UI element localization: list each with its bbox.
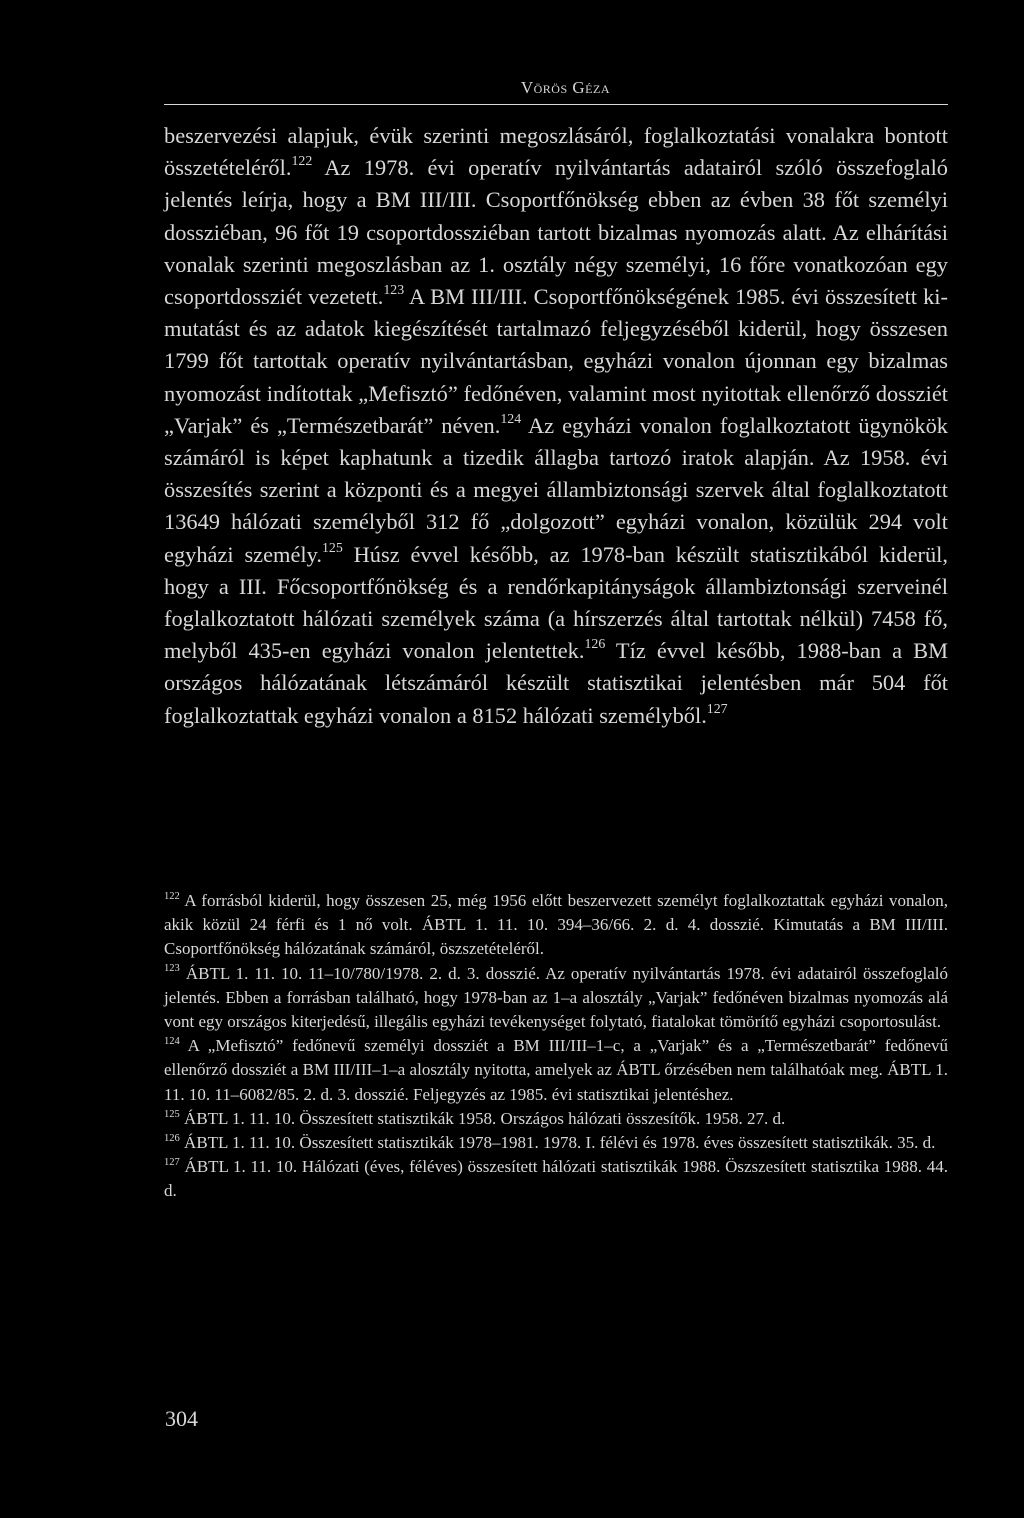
running-header (164, 76, 948, 105)
footnote-126 (164, 1131, 948, 1155)
footnote-124 (164, 1034, 948, 1107)
footnote-122 (164, 889, 948, 962)
body-text-segment: Tíz évvel később, 1988-ban a BM országos hálózatának létszámáról készült statisztikai jelentésben már 504 főt foglalkoztattak egyházi vonalon a 8152 hálózati személyből. (164, 638, 948, 728)
footnote-number: 122 (164, 890, 180, 902)
footnote-ref-126[interactable]: 126 (584, 637, 606, 653)
footnote-number: 126 (164, 1132, 180, 1144)
running-title: Vörös Géza (520, 78, 610, 97)
body-text-segment: A BM III/III. Csoportfőnökségének 1985. évi összesített kimutatást és az adatok kiegészítését tartalmazó feljegyzéséből kiderül, hogy összesen 1799 főt tartottak operatív nyilvántartásban, egyházi vonalon újonnan egy bizalmas nyomozást indítottak „Mefisztó” fedőnéven, valamint most nyitottak ellenőrző dossziét „Varjak” és „Természetbarát” néven. (164, 284, 948, 438)
page-number: 304 (165, 1406, 198, 1431)
footnote-123 (164, 962, 948, 1035)
footnote-ref-123[interactable]: 123 (383, 283, 405, 299)
footnotes (164, 889, 948, 1204)
footnote-text: A „Mefisztó” fedőnevű személyi dossziét a BM III/III–1–c, a „Varjak” és a „Természetbarát” fedőnevű ellenőrző dossziét a BM III/III–1–a alosztály nyitotta, amelyek az ÁBTL őrzésében nem találhatóak meg. ÁBTL 1. 11. 10. 11–6082/85. 2. d. 3. dosszié. Feljegyzés az 1985. évi statisztikai jelentéshez. (164, 1036, 949, 1104)
footnote-ref-122[interactable]: 122 (291, 154, 313, 170)
footnote-number: 127 (164, 1157, 180, 1169)
footnote-number: 123 (164, 963, 180, 975)
footnote-text: A forrásból kiderül, hogy összesen 25, még 1956 előtt beszervezett személyt foglalkoztattak egyházi vonalon, akik közül 24 férfi és 1 nő volt. ÁBTL 1. 11. 10. 394–36/66. 2. d. 4. dosszié. Kimutatás a BM III/III. Csoportfőnökség hálózatának számáról, öszszetételéről. (164, 891, 948, 959)
body-text-segment: beszervezési alapjuk, évük szerinti megoszlásáról, foglalkoztatási vonalakra bontott összetételéről. (164, 123, 948, 181)
body-text-segment: Az egyházi vonalon foglalkoztatott ügynökök számáról is képet kaphatunk a tizedik állagba tartozó iratok alapján. Az 1958. évi összesítés szerint a központi és a megyei állambiztonsági szervek által foglalkoztatott 13649 hálózati személyből 312 fő „dolgozott” egyházi vonalon, közülük 294 volt egyházi személy. (164, 412, 948, 567)
footnote-number: 125 (164, 1108, 180, 1120)
main-paragraph (164, 120, 948, 732)
footnote-number: 124 (164, 1036, 180, 1048)
footnote-ref-127[interactable]: 127 (706, 701, 728, 717)
footnote-text: ÁBTL 1. 11. 10. Hálózati (éves, féléves) összesített hálózati statisztikák 1988. Öszszesített statisztika 1988. 44. d. (164, 1157, 948, 1201)
footnote-125 (164, 1107, 948, 1131)
footnote-text: ÁBTL 1. 11. 10. 11–10/780/1978. 2. d. 3. dosszié. Az operatív nyilvántartás 1978. évi adatairól összefoglaló jelentés. Ebben a forrásban található, hogy 1978-ban az 1–a alosztály „Varjak” fedőnéven bizalmas nyomozás alá vont egy országos kiterjedésű, illegális egyházi tevékenységet folytató, fiatalokat tömörítő egyházi csoportosulást. (164, 963, 948, 1032)
footnote-text: ÁBTL 1. 11. 10. Összesített statisztikák 1978–1981. 1978. I. félévi és 1978. éves összesített statisztikák. 35. d. (184, 1133, 936, 1153)
footnote-ref-125[interactable]: 125 (321, 540, 343, 556)
body-text-segment: Húsz évvel később, az 1978-ban készült statisztikából kiderül, hogy a III. Főcsoportfőnökség és a rendőrkapitányságok állambiztonsági szerveinél foglalkoztatott hálózati személyek száma (a hírszerzés által tartottak nélkül) 7458 fő, melyből 435-en egyházi vonalon jelentettek. (164, 541, 948, 664)
footnote-text: ÁBTL 1. 11. 10. Összesített statisztikák 1958. Országos hálózati összesítők. 1958. 27. d. (184, 1108, 786, 1128)
footnote-ref-124[interactable]: 124 (500, 411, 522, 427)
footnote-127 (164, 1155, 948, 1203)
body-text-segment: Az 1978. évi operatív nyilvántartás adatairól szóló összefoglaló jelentés leírja, hogy a BM III/III. Csoportfőnökség ebben az évben 38 főt személyi dossziéban, 96 főt 19 csoportdossziéban tartott bizalmas nyomozás alatt. Az elhárítási vonalak szerinti megoszlásban az 1. osztály négy személyi, 16 főre vonatkozóan egy csoportdossziét vezetett. (164, 155, 948, 310)
